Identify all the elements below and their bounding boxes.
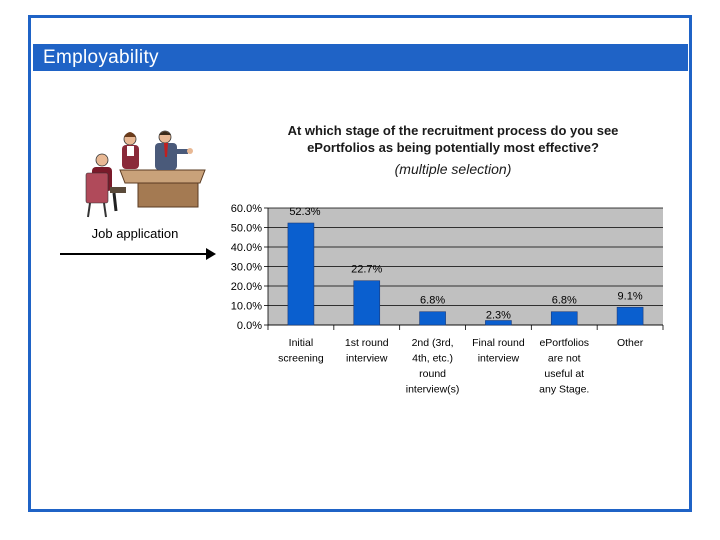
arrow-right-icon — [58, 244, 218, 264]
bar — [617, 307, 643, 325]
y-tick-label: 40.0% — [230, 242, 262, 254]
category-label: interview — [477, 352, 520, 365]
category-label: are not — [547, 352, 581, 365]
y-tick-label: 0.0% — [236, 320, 262, 332]
data-label: 22.7% — [351, 263, 383, 276]
bar — [354, 281, 380, 325]
category-label: ePortfolios — [539, 337, 590, 349]
category-label: 2nd (3rd, — [411, 337, 454, 349]
bar-chart — [220, 200, 670, 410]
category-label: screening — [278, 352, 324, 365]
data-label: 52.3% — [289, 206, 321, 219]
y-tick-label: 10.0% — [230, 300, 262, 313]
category-label: any Stage. — [539, 383, 590, 396]
category-label: Final round — [472, 337, 525, 349]
data-label: 9.1% — [617, 290, 643, 303]
category-label: interview — [346, 352, 388, 365]
category-label: round — [419, 368, 447, 380]
category-label: Initial — [288, 337, 314, 349]
y-tick-label: 60.0% — [230, 203, 262, 215]
chart-subtitle: (multiple selection) — [394, 161, 512, 177]
chart-title: At which stage of the recruitment process do you see ePortfolios as being potentially most effective? — [287, 123, 619, 155]
data-label: 2.3% — [485, 309, 511, 322]
y-tick-label: 30.0% — [230, 261, 262, 274]
bar — [288, 223, 314, 325]
y-tick-label: 50.0% — [230, 222, 262, 235]
business-meeting-clipart — [80, 125, 210, 220]
slide-title: Employability — [33, 44, 688, 71]
y-tick-label: 20.0% — [230, 281, 262, 293]
category-label: 1st round — [344, 337, 389, 349]
category-label: 4th, etc.) — [412, 352, 454, 365]
bar — [420, 312, 446, 325]
job-application-label: Job application — [91, 226, 179, 241]
data-label: 6.8% — [551, 294, 577, 307]
data-label: 6.8% — [420, 294, 446, 307]
bar — [551, 312, 577, 325]
category-label: useful at — [544, 368, 585, 380]
category-label: Other — [616, 337, 644, 349]
category-label: interview(s) — [405, 383, 460, 396]
